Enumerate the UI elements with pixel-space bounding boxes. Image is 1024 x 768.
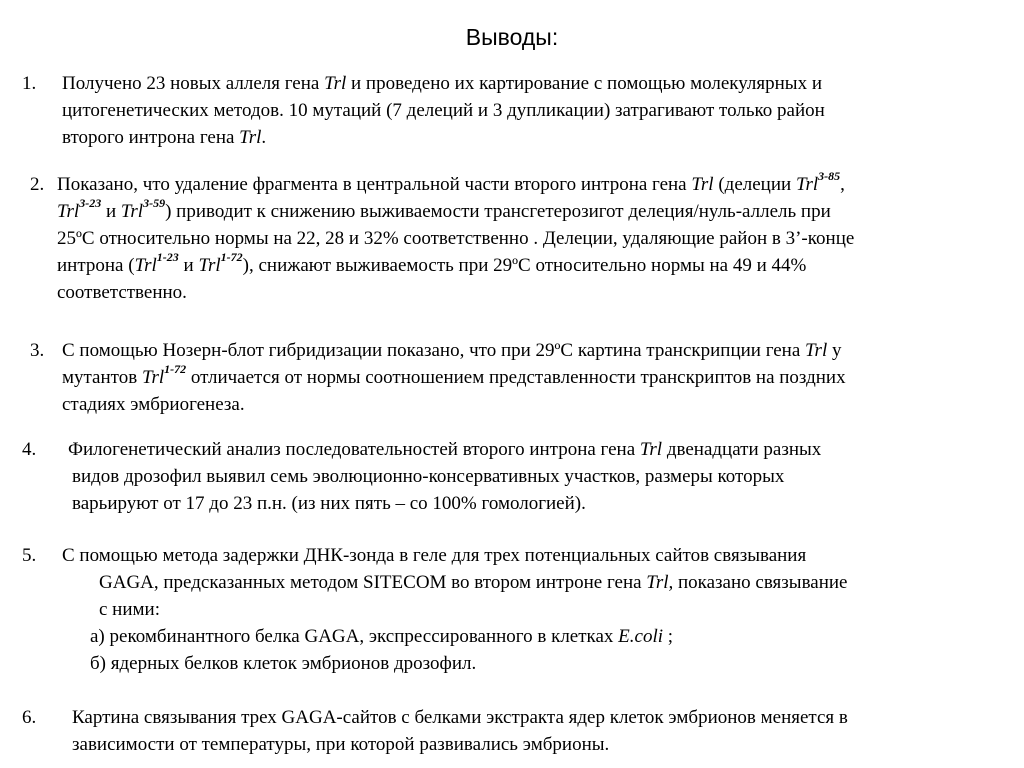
item-number: 5. <box>22 545 37 566</box>
item-3-line-3: стадиях эмбриогенеза. <box>62 394 245 415</box>
slide-title: Выводы: <box>465 24 559 50</box>
item-2-line-3: 25ºС относительно нормы на 22, 28 и 32% соответственно . Делеции, удаляющие район в 3’-конце <box>57 228 855 249</box>
item-3-line-1: С помощью Нозерн-блот гибридизации показано, что при 29ºС картина транскрипции гена Trl у <box>62 340 842 361</box>
item-6-line-2: зависимости от температуры, при которой развивались эмбрионы. <box>72 734 610 755</box>
item-number: 4. <box>22 439 37 460</box>
item-1-line-2: цитогенетических методов. 10 мутаций (7 делеций и 3 дупликации) затрагивают только район <box>62 100 825 121</box>
item-2-line-2: Trl$^{3-23}$ и Trl$^{3-59}$) приводит к снижению выживаемости трансгетерозигот делеция/нуль-аллель при <box>57 196 831 222</box>
item-number: 1. <box>22 73 37 94</box>
item-1-line-3: второго интрона гена Trl. <box>62 127 267 148</box>
item-2-line-5: соответственно. <box>57 282 187 303</box>
item-5-line-4: а) рекомбинантного белка GAGA, экспрессированного в клетках E.coli ; <box>90 626 674 647</box>
item-5-line-5: б) ядерных белков клеток эмбрионов дрозофил. <box>90 653 477 674</box>
item-2-line-1: Показано, что удаление фрагмента в центральной части второго интрона гена Trl (делеции Trl$^{3-85}$, <box>57 169 845 195</box>
item-5-line-2: GAGA, предсказанных методом SITECOM во втором интроне гена Trl, показано связывание <box>99 572 848 593</box>
item-number: 3. <box>30 340 45 361</box>
item-number: 6. <box>22 707 37 728</box>
item-2-line-4: интрона (Trl$^{1-23}$ и Trl$^{1-72}$), снижают выживаемость при 29ºС относительно нормы на 49 и 44% <box>57 250 807 276</box>
item-6-line-1: Картина связывания трех GAGA-сайтов с белками экстракта ядер клеток эмбрионов меняется в <box>72 707 848 728</box>
item-number: 2. <box>30 174 45 195</box>
item-5-line-1: С помощью метода задержки ДНК-зонда в геле для трех потенциальных сайтов связывания <box>62 545 807 566</box>
item-4-line-2: видов дрозофил выявил семь эволюционно-консервативных участков, размеры которых <box>72 466 785 487</box>
item-1-line-1: Получено 23 новых аллеля гена Trl и проведено их картирование с помощью молекулярных и <box>62 73 822 94</box>
item-5-line-3: с ними: <box>99 599 160 620</box>
item-4-line-3: варьируют от 17 до 23 п.н. (из них пять – со 100% гомологией). <box>72 493 586 514</box>
item-3-line-2: мутантов Trl$^{1-72}$ отличается от нормы соотношением представленности транскриптов на поздних <box>62 362 846 388</box>
item-4-line-1: Филогенетический анализ последовательностей второго интрона гена Trl двенадцати разных <box>68 439 822 460</box>
